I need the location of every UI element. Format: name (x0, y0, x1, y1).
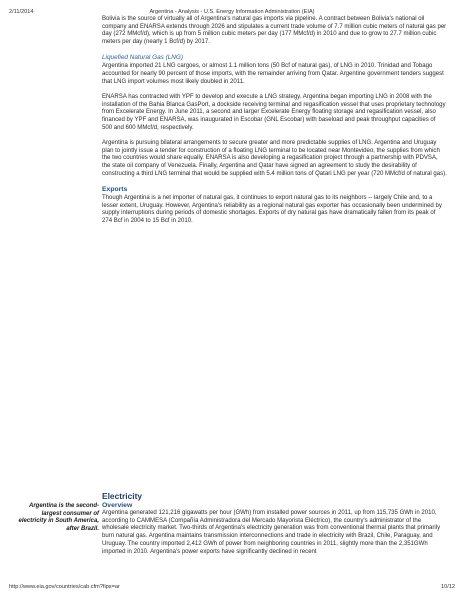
sidebar-pullquote: Argentina is the second-largest consumer of electricity in South America, after Brazil. (18, 503, 99, 533)
lng-subheading: Liquefied Natural Gas (LNG) (102, 54, 183, 62)
page-footer (9, 583, 455, 592)
source-url-link[interactable]: http://www.eia.gov/countries/cab.cfm?fips=ar (9, 584, 120, 590)
main-content (102, 16, 447, 233)
electricity-section-title: Electricity (102, 491, 143, 501)
overview-heading: Overview (102, 502, 133, 509)
paragraph-pipeline: Bolivia is the source of virtually all of Argentina's natural gas imports via pipeline. A contract between Bolivia's national oil company and ENARSA extends through 2026 and stipulates a current trade volume of 7.7 million cubic meters of natural gas per day (272 MMcf/d), which is up from 5 million cubic meters per day (177 MMcf/d) in 2010 and due to grow to 27.7 million cubic meters per day (nearly 1 Bcf/d) by 2017. (102, 16, 447, 46)
paragraph-lng-strategy: ENARSA has contracted with YPF to develop and execute a LNG strategy. Argentina began importing LNG in 2008 with the installation of the Bahia Blanca GasPort, a dockside receiving terminal and regasification vessel that uses proprietary technology from Excelerate Energy. In June 2011, a second and larger Excelerate Energy floating storage and regasification vessel, also financed by YPF and ENARSA, was inaugurated in Escobar (GNL Escobar) with baseload and peak throughput capacities of 500 and 600 MMcf/d, respectively. (102, 93, 446, 131)
paragraph-exports: Though Argentina is a net importer of natural gas, it continues to export natural gas to its neighbors -- largely Chile and, to a lesser extent, Uruguay. However, Argentina's reliability as a regional natural gas exporter has occasionally been undermined by supply interruptions during periods of domestic shortages. Exports of dry natural gas have dramatically fallen from its peak of 274 Bcf in 2004 to 15 Bcf in 2010. (102, 194, 442, 225)
paragraph-lng-imports: Argentina imported 21 LNG cargoes, or almost 1.1 million tons (50 Bcf of natural gas), of LNG in 2010. Trinidad and Tobago accounted for nearly 90 percent of those imports, with the remainder arriving from Qatar. Argentine government tenders suggest that LNG import volumes most likely doubled in 2011. (102, 63, 444, 85)
document-title: Argentina - Analysis - U.S. Energy Information Administration (EIA) (149, 9, 315, 15)
exports-heading: Exports (102, 185, 128, 193)
paragraph-lng-bilateral: Argentina is pursuing bilateral arrangements to secure greater and more predictable supplies of LNG. Argentina and Uruguay plan to jointly issue a tender for construction of a floating LNG terminal to be located near Montevideo, the supplies from which the two countries would share equally. ENARSA is also developing a regasification project through a partnership with PDVSA, the state oil company of Venezuela. Finally, Argentina and Qatar have signed an agreement to study the desirability of constructing a third LNG terminal that would be supplied with 5.4 million tons of Qatari LNG per year (720 MMcf/d of natural gas). (102, 139, 447, 177)
paragraph-electricity-overview: Argentina generated 121,216 gigawatts per hour (GWh) from installed power sources in 2011, up from 115,735 GWh in 2010, according to CAMMESA (Compañía Administradora del Mercado Mayorista Eléctrico), the country's administrator of the wholesale electricity market. Two-thirds of Argentina's electricity generation was from conventional thermal plants that primarily burn natural gas. Argentina maintains transmission interconnections and trade in electricity with Brazil, Chile, Paraguay, and Uruguay. The country imported 2,412 GWh of power from neighboring countries in 2011, slightly more than the 2,351GWh imported in 2010. Argentina's power exports have significantly declined in recent (102, 510, 441, 555)
page-number: 10/12 (441, 584, 455, 590)
print-date: 2/11/2014 (9, 9, 34, 15)
